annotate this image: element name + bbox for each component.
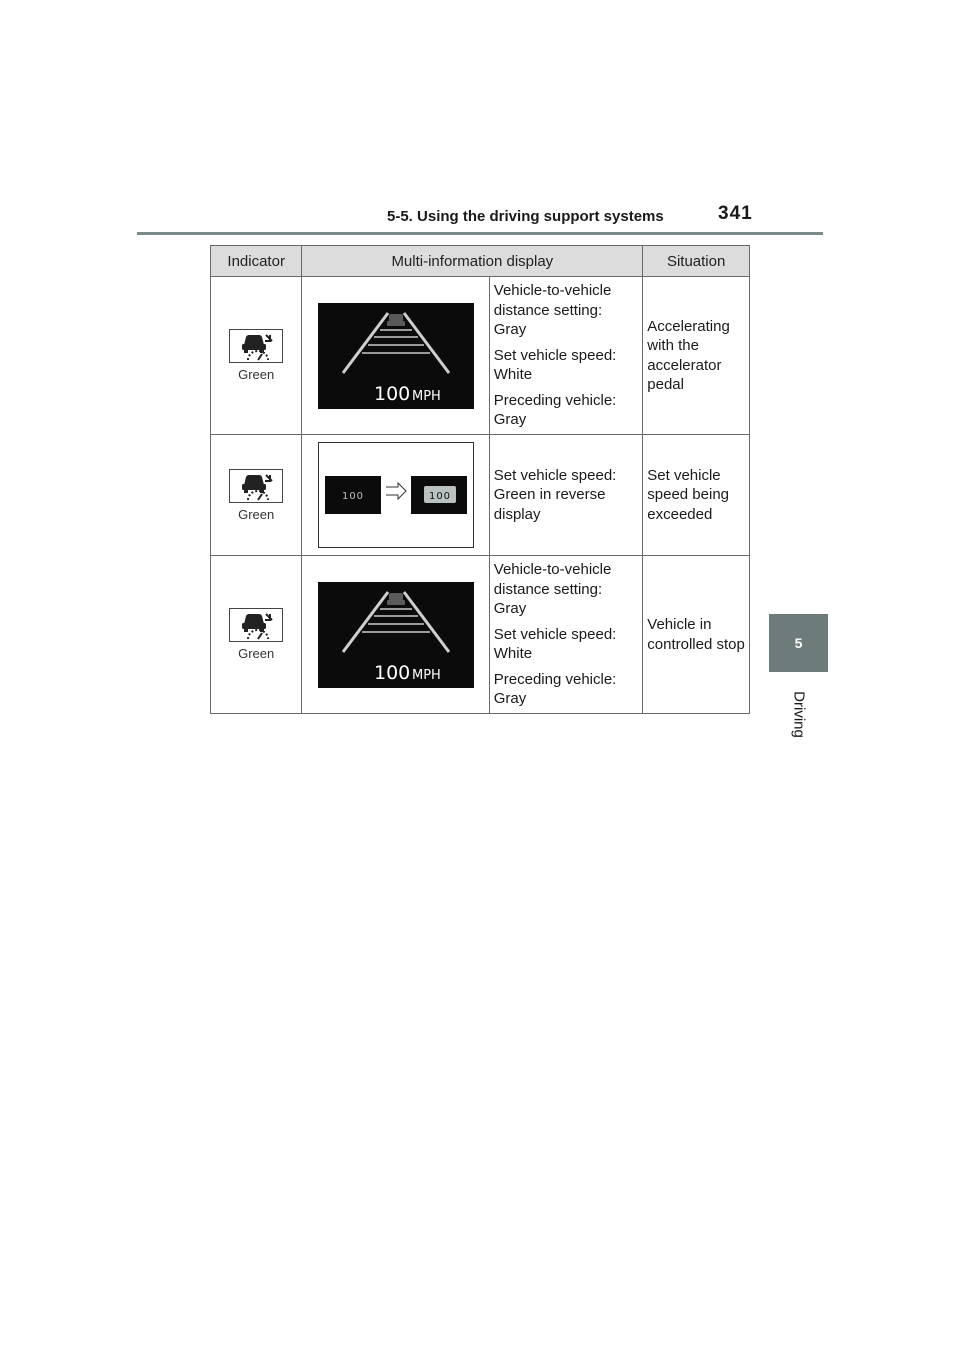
situation-cell [643,277,750,435]
set-speed-unit: MPH [411,667,441,683]
indicator-color-label: Green [238,367,275,382]
display-line: Preceding vehicle: Gray [493,670,617,708]
reversed-speed-value: 100 [428,491,451,502]
set-speed-value: 100 [373,661,410,684]
display-line: Set vehicle speed: Green in reverse display [493,466,617,523]
display-image-cell [302,435,489,556]
distance-display-screen [318,582,474,688]
chapter-tab[interactable] [769,614,828,672]
page-header [0,0,960,240]
distance-display-screen [318,303,474,409]
display-line: Preceding vehicle: Gray [493,391,617,429]
display-description-cell [489,556,643,714]
indicator-cell [211,556,302,714]
display-description-cell [489,435,643,556]
column-header-display: Multi-information display [302,246,643,277]
display-line: Vehicle-to-vehicle distance setting: Gray [493,282,612,339]
display-line: Set vehicle speed: White [493,346,617,384]
situation-cell [643,435,750,556]
indicator-color-label: Green [238,506,275,522]
set-speed-unit: MPH [411,388,441,404]
display-description-cell [489,277,643,435]
situation-text: Set vehicle speed being exceeded [647,466,730,523]
current-speed-value: 100 [341,491,364,502]
display-line: Set vehicle speed: White [493,625,617,663]
display-image-cell [302,277,489,435]
indicator-cell [211,277,302,435]
cruise-control-indicator-icon [229,608,283,642]
table-row [211,435,750,556]
table-row [211,277,750,435]
situation-cell [643,556,750,714]
section-title: 5-5. Using the driving support systems [387,208,664,225]
indicator-table [210,245,750,714]
page-number: 341 [718,203,753,224]
table-header-row [211,246,750,277]
indicator-color-label: Green [238,646,275,661]
chapter-number: 5 [794,635,803,651]
indicator-cell [211,435,302,556]
display-line: Vehicle-to-vehicle distance setting: Gray [493,561,612,618]
column-header-indicator: Indicator [211,246,302,277]
header-divider [137,232,823,235]
table-row [211,556,750,714]
situation-text: Accelerating with the accelerator pedal [647,317,730,393]
cruise-control-indicator-icon [229,469,283,503]
chapter-label: Driving [790,691,808,738]
set-speed-value: 100 [373,382,410,405]
column-header-situation: Situation [643,246,750,277]
display-image-cell [302,556,489,714]
situation-text: Vehicle in controlled stop [647,616,745,653]
cruise-control-indicator-icon [229,329,283,363]
reverse-speed-display [318,442,474,548]
